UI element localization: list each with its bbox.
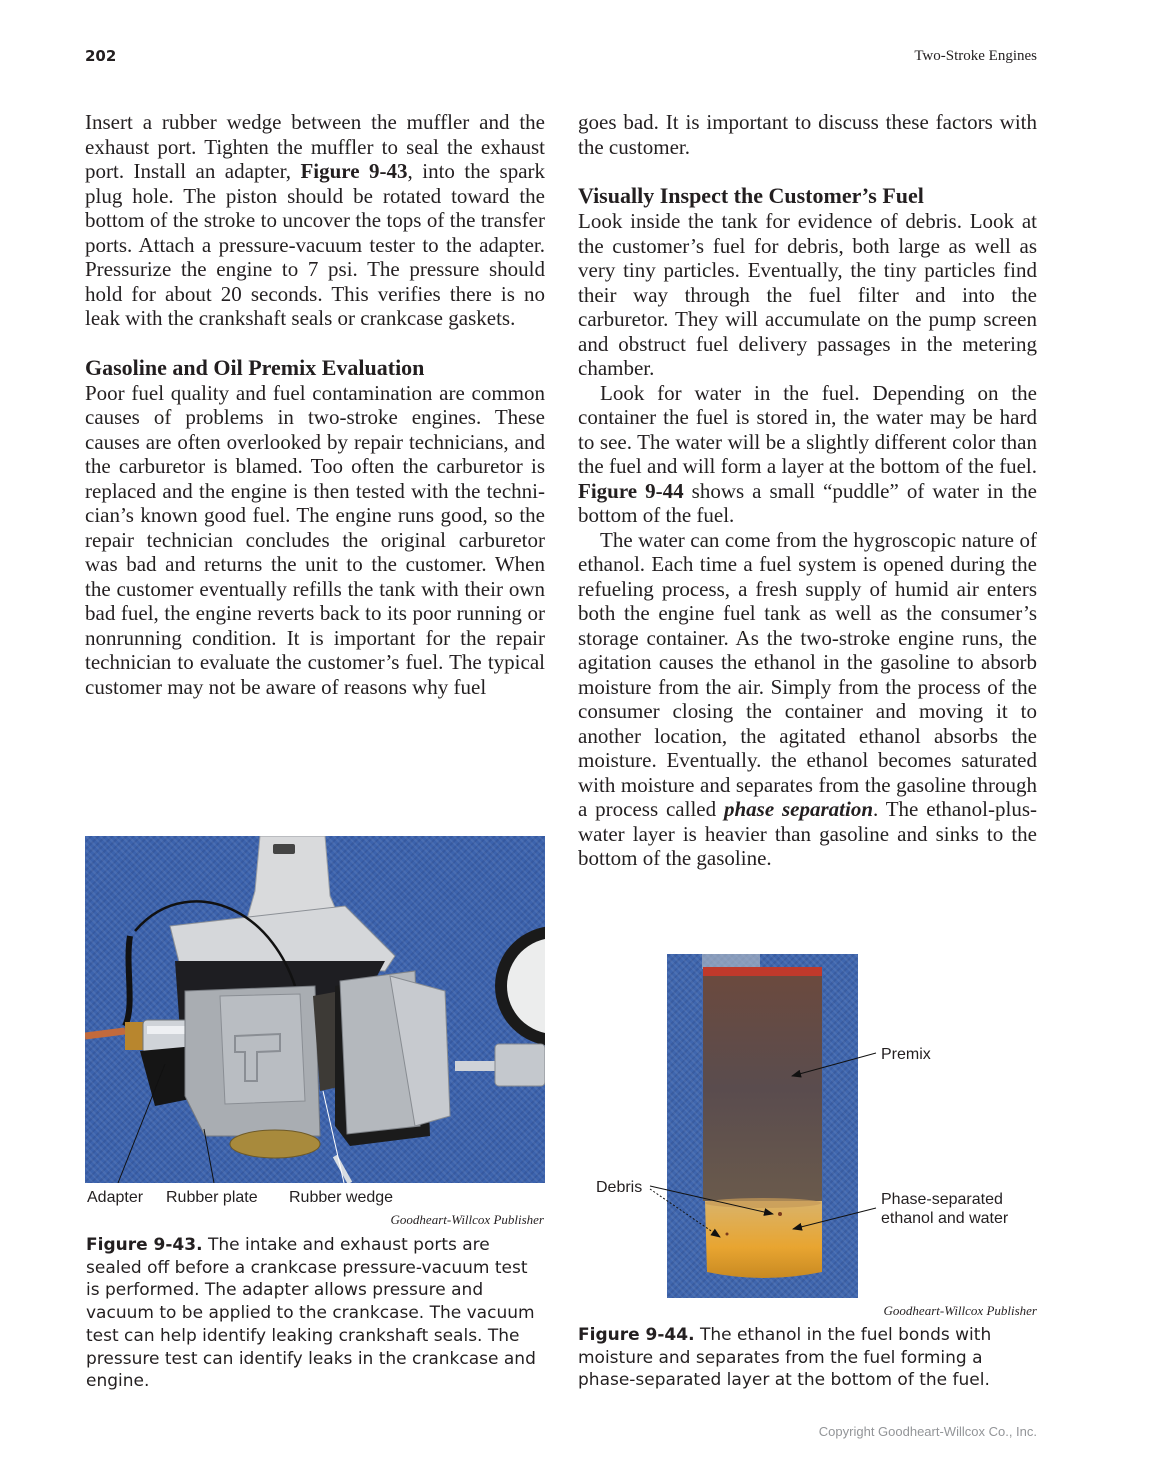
figure-9-43-engine-photo — [85, 836, 545, 1183]
figure-reference-9-43[interactable]: Figure 9-43 — [300, 159, 408, 183]
engine-illustration — [85, 836, 545, 1183]
figure-9-43-caption: Figure 9-43. The intake and exhaust ports are sealed off before a crankcase pressure-vacuum test is performed. The adapter allows pressure and vacuum to be applied to the crankcase. The vacuum test can help identify leaking crankshaft seals. The pressure test can identify leaks in the crankcase and engine. — [86, 1235, 536, 1392]
fuel-jar-illustration — [667, 954, 858, 1298]
paragraph-fuel-quality: Poor fuel quality and fuel contamination are common causes of problems in two-stroke engines. These causes are often overlooked by repair technicians, and the carburetor is blamed. Too often the carburetor is replaced and the engine is then tested with the technician’s known good fuel. The engine runs good, so the repair technician concludes the original carburetor was bad and returns the unit to the customer. When the customer eventually refills the tank with their own bad fuel, the engine reverts back to its poor running or nonrunning condition. It is important for the repair technician to evaluate the customer’s fuel. The typical customer may not be aware of reasons why fuel — [85, 380, 545, 699]
copyright-notice: Copyright Goodheart-Willcox Co., Inc. — [818, 1424, 1037, 1439]
figure-reference-9-44[interactable]: Figure 9-44 — [578, 478, 684, 503]
label-phase-separated-line1: Phase-separated — [881, 1191, 1003, 1208]
figure-9-43-caption-label: Figure 9-43. — [86, 1235, 203, 1255]
label-adapter: Adapter — [87, 1189, 144, 1206]
section-heading-premix-evaluation: Gasoline and Oil Premix Evaluation — [85, 354, 425, 380]
paragraph-adapter-install: Insert a rubber wedge between the muffler and the exhaust port. Tighten the muffler to seal the exhaust port. Install an adapter, Figure 9-43, into the spark plug hole. The piston should be rotated toward the bottom of the stroke to uncover the tops of the transfer ports. Attach a pressure-vacuum tester to the adapter. Pressurize the engine to 7 psi. The pressure should hold for about 20 seconds. This verifies there is no leak with the crankshaft seals or crankcase gaskets. — [85, 110, 546, 330]
paragraph-water: Look for water in the fuel. Depending on the container the fuel is stored in, the water may be hard to see. The water will be a slightly different color than the fuel and will form a layer at the bottom of the fuel. Figure 9-44 shows a small “puddle” of water in the bottom of the fuel. — [578, 380, 1037, 527]
key-term-phase-separation: phase separation — [723, 797, 873, 821]
left-column — [85, 110, 545, 699]
figure-9-44-caption: Figure 9-44. The ethanol in the fuel bonds with moisture and separates from the fuel forming a phase-separated layer at the bottom of the fuel. — [578, 1325, 992, 1391]
right-column — [578, 110, 1037, 871]
label-phase-separated-line2: ethanol and water — [881, 1210, 1009, 1227]
label-rubber-plate: Rubber plate — [166, 1189, 258, 1206]
paragraph-discuss-factors: goes bad. It is important to discuss these factors with the customer. — [578, 110, 1037, 159]
page-number: 202 — [85, 47, 117, 65]
section-heading-inspect-fuel: Visually Inspect the Customer’s Fuel — [578, 183, 924, 208]
figure-9-43-credit: Goodheart-Willcox Publisher — [390, 1212, 544, 1227]
paragraph-debris: Look inside the tank for evidence of debris. Look at the customer’s fuel for debris, both large as well as very tiny particles. Eventually, the tiny particles find their way through the fuel filter and into the carburetor. They will accumulate on the pump screen and obstruct fuel delivery passages in the metering chamber. — [578, 209, 1037, 380]
label-debris: Debris — [596, 1179, 643, 1196]
running-head: Two-Stroke Engines — [914, 48, 1037, 64]
label-rubber-wedge: Rubber wedge — [289, 1189, 394, 1206]
figure-9-44-credit: Goodheart-Willcox Publisher — [883, 1303, 1037, 1318]
label-premix: Premix — [881, 1046, 931, 1063]
figure-9-44-caption-label: Figure 9-44. — [578, 1325, 695, 1345]
paragraph-hygroscopic: The water can come from the hygroscopic nature of ethanol. Each time a fuel system is opened during the refueling process, a fresh supply of humid air enters both the engine fuel tank as well as the consumer’s storage container. As the two-stroke engine runs, the agitation causes the ethanol in the gasoline to absorb moisture from the air. Simply from the process of the consumer closing the container and moving it to another location, the agitated ethanol absorbs the moisture. Eventually. the ethanol becomes saturated with moisture and separates from the gasoline through a process called phase separation. The ethanol-plus-water layer is heavier than gasoline and sinks to the bottom of the gasoline. — [578, 527, 1038, 870]
figure-9-44-fuel-jar-photo — [667, 954, 858, 1298]
